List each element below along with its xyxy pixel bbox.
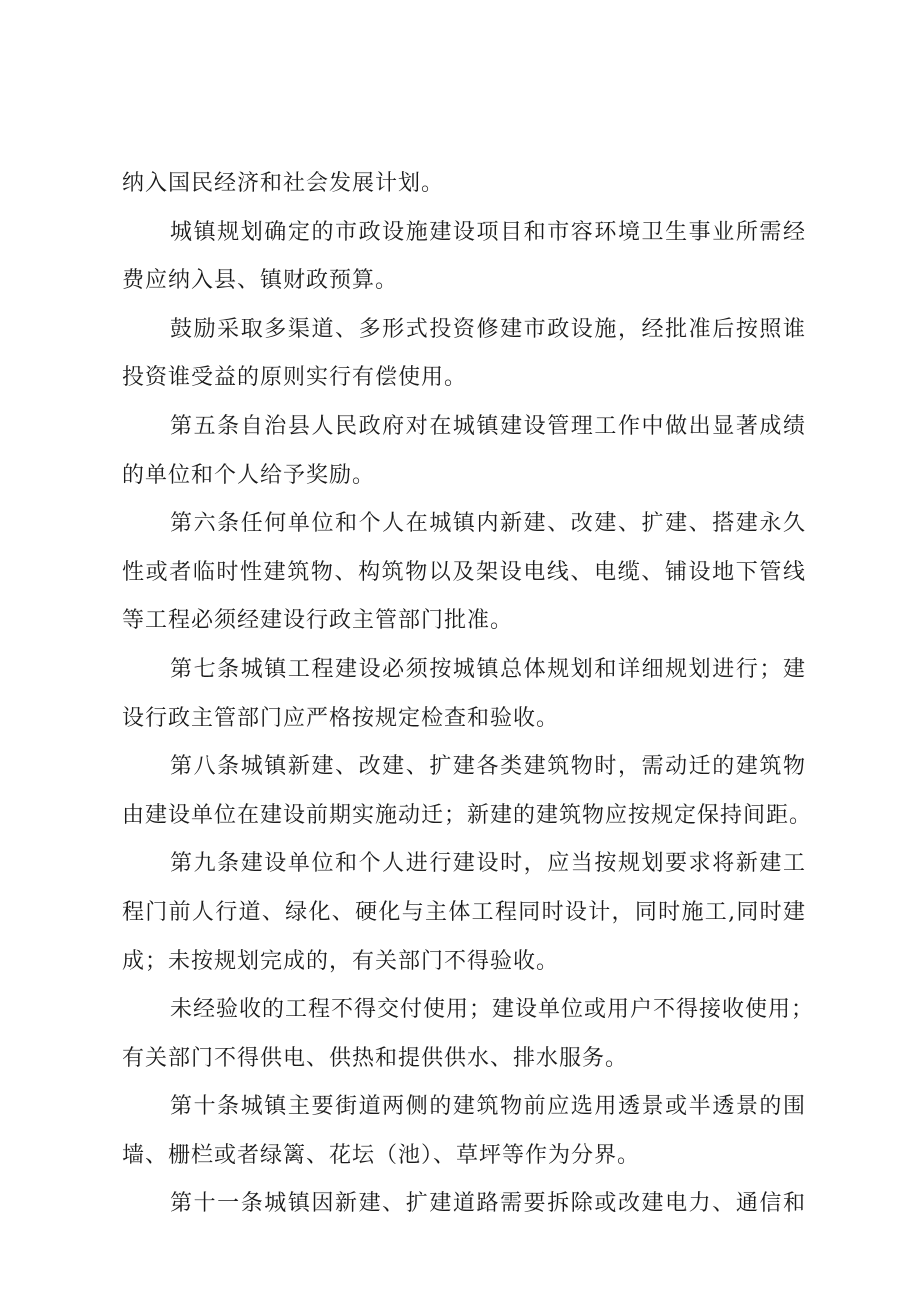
article-8-line: 第八条城镇新建、改建、扩建各类建筑物时，需动迁的建筑物: [170, 754, 806, 780]
article-9-line: 第九条建设单位和个人进行建设时，应当按规划要求将新建工: [170, 851, 806, 877]
article-9-line: 程门前人行道、绿化、硬化与主体工程同时设计，同时施工,同时建: [122, 899, 806, 925]
document-body: [122, 160, 815, 1229]
article-8-line: 由建设单位在建设前期实施动迁；新建的建筑物应按规定保持间距。: [122, 802, 813, 828]
paragraph-line: 未经验收的工程不得交付使用；建设单位或用户不得接收使用；: [170, 997, 815, 1023]
paragraph-line: 城镇规划确定的市政设施建设项目和市容环境卫生事业所需经: [170, 219, 806, 245]
paragraph-line: 投资谁受益的原则实行有偿使用。: [122, 365, 468, 391]
article-6-line: 性或者临时性建筑物、构筑物以及架设电线、电缆、铺设地下管线: [122, 559, 806, 585]
article-10-line: 墙、栅栏或者绿篱、花坛（池）、草坪等作为分界。: [122, 1142, 641, 1168]
article-11-line: 第十一条城镇因新建、扩建道路需要拆除或改建电力、通信和: [170, 1191, 806, 1217]
article-7-line: 第七条城镇工程建设必须按城镇总体规划和详细规划进行；建: [170, 656, 806, 682]
paragraph-line: 有关部门不得供电、供热和提供供水、排水服务。: [122, 1045, 629, 1071]
article-5-line: 第五条自治县人民政府对在城镇建设管理工作中做出显著成绩: [170, 413, 806, 439]
article-6-line: 第六条任何单位和个人在城镇内新建、改建、扩建、搭建永久: [170, 511, 806, 537]
paragraph-line: 纳入国民经济和社会发展计划。: [122, 171, 445, 196]
paragraph-line: 鼓励采取多渠道、多形式投资修建市政设施，经批准后按照谁: [170, 316, 806, 342]
article-9-line: 成；未按规划完成的，有关部门不得验收。: [122, 948, 560, 974]
article-5-line: 的单位和个人给予奖励。: [122, 462, 376, 488]
article-6-line: 等工程必须经建设行政主管部门批准。: [122, 608, 514, 634]
article-10-line: 第十条城镇主要街道两侧的建筑物前应选用透景或半透景的围: [170, 1094, 806, 1120]
article-7-line: 设行政主管部门应严格按规定检查和验收。: [122, 705, 560, 731]
paragraph-line: 费应纳入县、镇财政预算。: [122, 268, 399, 294]
